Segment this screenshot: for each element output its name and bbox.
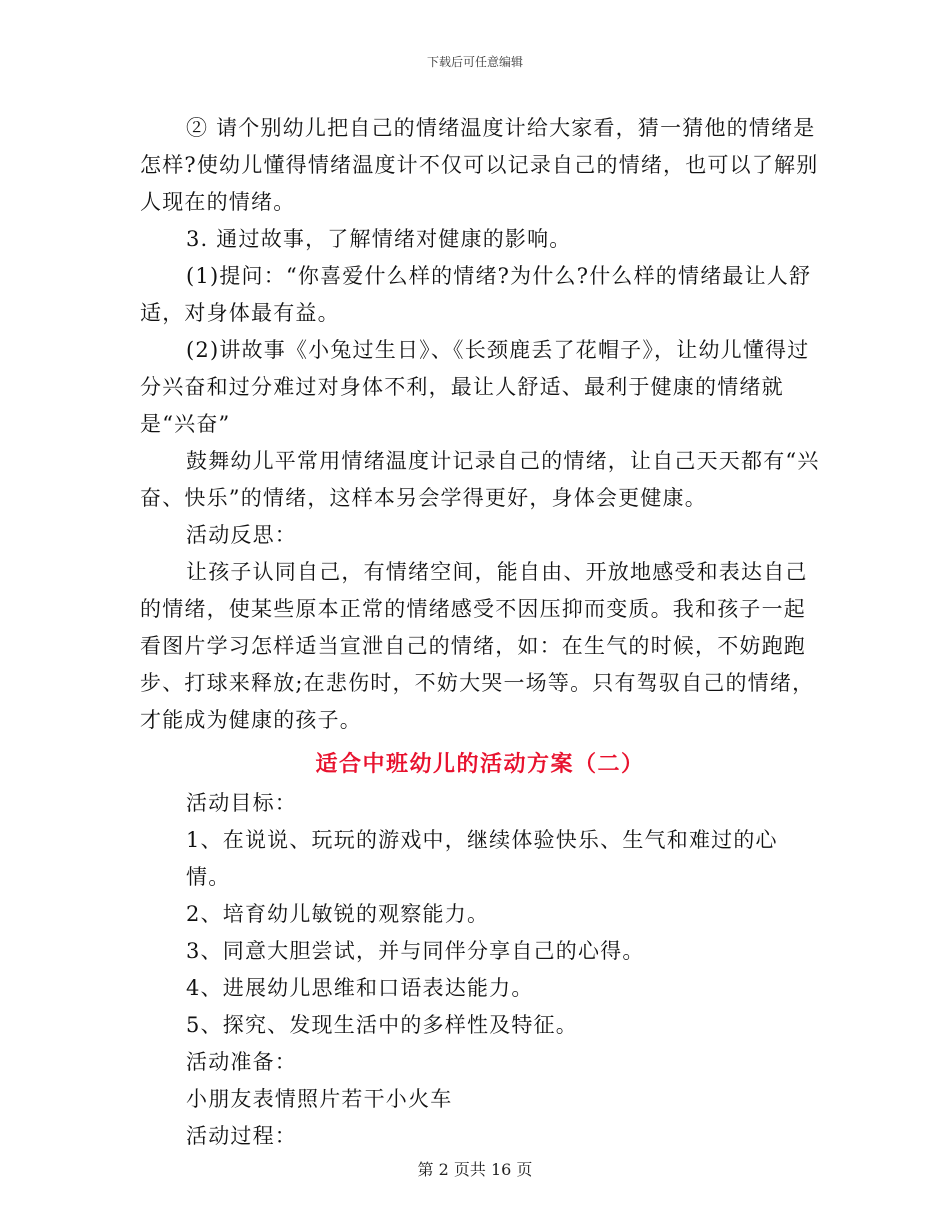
- paragraph-thermometer-share: ② 请个别幼儿把自己的情绪温度计给大家看，猜一猜他的情绪是怎样?使幼儿懂得情绪温度计不仅可以记录自己的情绪，也可以了解别人现在的情绪。: [140, 116, 819, 214]
- paragraph-encourage: 鼓舞幼儿平常用情绪温度计记录自己的情绪，让自己天天都有“兴奋、快乐”的情绪，这样本另会学得更好，身体会更健康。: [140, 449, 820, 510]
- preparation-text: 小朋友表情照片若干小火车: [186, 1087, 453, 1111]
- goal-item-4: 4、进展幼儿思维和口语表达能力。: [186, 976, 534, 1000]
- page-footer: 第 2 页共 16 页: [417, 1160, 533, 1179]
- heading-activity-goals: 活动目标：: [186, 791, 297, 815]
- goal-item-1: 1、在说说、玩玩的游戏中，继续体验快乐、生气和难过的心情。: [186, 828, 778, 889]
- heading-activity-reflection: 活动反思：: [186, 523, 297, 547]
- heading-activity-preparation: 活动准备：: [186, 1050, 297, 1074]
- document-body: [140, 110, 820, 1155]
- paragraph-story: (2)讲故事《小兔过生日》、《长颈鹿丢了花帽子》，让幼儿懂得过分兴奋和过分难过对身体不利，最让人舒适、最利于健康的情绪就是“兴奋”: [140, 338, 810, 436]
- heading-activity-process: 活动过程：: [186, 1124, 297, 1148]
- paragraph-question: (1)提问：“你喜爱什么样的情绪?为什么?什么样的情绪最让人舒适，对身体最有益。: [140, 264, 812, 325]
- goal-item-2: 2、培育幼儿敏锐的观察能力。: [186, 902, 490, 926]
- page-header: 下载后可任意编辑: [426, 55, 523, 69]
- paragraph-step-3: 3. 通过故事，了解情绪对健康的影响。: [186, 227, 572, 251]
- goal-item-3: 3、同意大胆尝试，并与同伴分享自己的心得。: [186, 939, 645, 963]
- paragraph-reflection: 让孩子认同自己，有情绪空间，能自由、开放地感受和表达自己的情绪，使某些原本正常的情绪感受不因压抑而变质。我和孩子一起看图片学习怎样适当宣泄自己的情绪，如：在生气的时候，不妨跑跑步、打球来释放;在悲伤时，不妨大哭一场等。只有驾驭自己的情绪，才能成为健康的孩子。: [140, 560, 815, 732]
- goal-item-5: 5、探究、发现生活中的多样性及特征。: [186, 1013, 578, 1037]
- section-title: 适合中班幼儿的活动方案（二）: [315, 751, 645, 777]
